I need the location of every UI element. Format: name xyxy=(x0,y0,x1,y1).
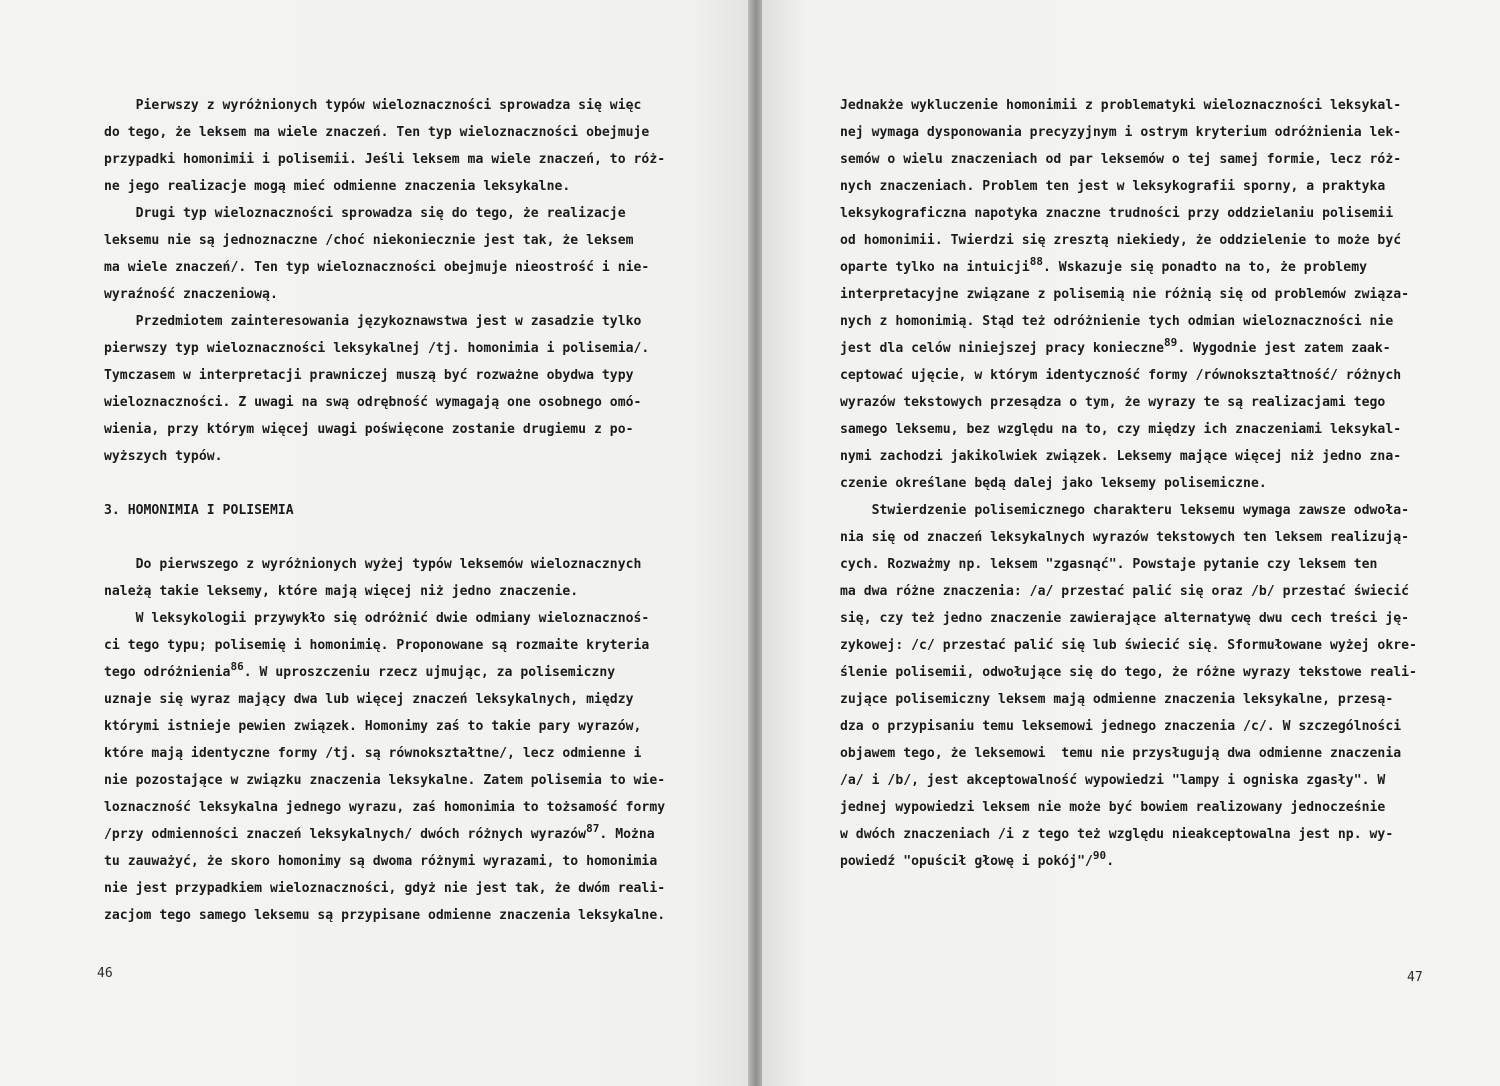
footnote-ref-88: 88 xyxy=(1029,255,1043,268)
text-line: samego leksemu, bez względu na to, czy między ich znaczeniami leksykal- xyxy=(840,422,1402,437)
text-segment: . xyxy=(1106,854,1115,869)
left-page-body xyxy=(104,92,694,929)
text-segment: oparte tylko na intuicji xyxy=(840,260,1030,275)
text-line: zacjom tego samego leksemu są przypisane odmienne znaczenia leksykalne. xyxy=(104,908,666,923)
text-line: nymi zachodzi jakikolwiek związek. Leksemy mające więcej niż jedno zna- xyxy=(840,449,1402,464)
footnote-ref-90: 90 xyxy=(1092,849,1107,862)
text-line: leksemu nie są jednoznaczne /choć niekoniecznie jest tak, że leksem xyxy=(104,233,634,248)
page-number-left: 46 xyxy=(97,966,113,981)
text-line: cych. Rozważmy np. leksem "zgasnąć". Powstaje pytanie czy leksem ten xyxy=(840,557,1378,572)
text-line: ceptować ujęcie, w którym identyczność formy /równokształtność/ różnych xyxy=(840,368,1402,383)
text-line: ma wiele znaczeń/. Ten typ wieloznaczności obejmuje nieostrość i nie- xyxy=(104,260,650,275)
text-line: objawem tego, że leksemowi temu nie przysługują dwa odmienne znaczenia xyxy=(840,746,1402,761)
text-line: /a/ i /b/, jest akceptowalność wypowiedzi "lampy i ogniska zgasły". W xyxy=(840,773,1386,788)
text-line: Tymczasem w interpretacji prawniczej muszą być rozważne obydwa typy xyxy=(104,368,634,383)
text-line: wyższych typów. xyxy=(104,449,223,464)
text-line: należą takie leksemy, które mają więcej niż jedno znaczenie. xyxy=(104,584,579,599)
text-line: wyraźność znaczeniową. xyxy=(104,287,278,302)
text-line: semów o wielu znaczeniach od par leksemów o tej samej formie, lecz róż- xyxy=(840,152,1402,167)
text-line: interpretacyjne związane z polisemią nie różnią się od problemów związa- xyxy=(840,287,1410,302)
text-line: Stwierdzenie polisemicznego charakteru leksemu wymaga zawsze odwoła- xyxy=(840,503,1410,518)
text-line: nych z homonimią. Stąd też odróżnienie tych odmian wieloznaczności nie xyxy=(840,314,1394,329)
text-line: ne jego realizacje mogą mieć odmienne znaczenia leksykalne. xyxy=(104,179,571,194)
text-line: Jednakże wykluczenie homonimii z problematyki wieloznaczności leksykal- xyxy=(840,98,1402,113)
text-line: dza o przypisaniu temu leksemowi jednego znaczenia /c/. W szczególności xyxy=(840,719,1402,734)
text-segment: . Wygodnie jest zatem zaak- xyxy=(1177,341,1391,356)
text-line: wienia, przy którym więcej uwagi poświęcone zostanie drugiemu z po- xyxy=(104,422,634,437)
text-line-footnote-86 xyxy=(104,659,694,686)
footnote-ref-89: 89 xyxy=(1164,336,1178,349)
text-line: leksykograficzna napotyka znaczne trudności przy oddzielaniu polisemii xyxy=(840,206,1394,221)
text-line: którymi istnieje pewien związek. Homonimy zaś to takie pary wyrazów, xyxy=(104,719,642,734)
right-page xyxy=(762,0,1500,1086)
text-line: się, czy też jedno znaczenie zawierające alternatywę dwu cech treści ję- xyxy=(840,611,1410,626)
text-line: nych znaczeniach. Problem ten jest w leksykografii sporny, a praktyka xyxy=(840,179,1386,194)
text-line: nia się od znaczeń leksykalnych wyrazów tekstowych ten leksem realizują- xyxy=(840,530,1410,545)
text-line: do tego, że leksem ma wiele znaczeń. Ten typ wieloznaczności obejmuje xyxy=(104,125,650,140)
text-line: nie jest przypadkiem wieloznaczności, gdyż nie jest tak, że dwóm reali- xyxy=(104,881,666,896)
text-line: uznaje się wyraz mający dwa lub więcej znaczeń leksykalnych, między xyxy=(104,692,634,707)
text-segment: /przy odmienności znaczeń leksykalnych/ dwóch różnych wyrazów xyxy=(104,827,587,842)
text-line: Pierwszy z wyróżnionych typów wieloznaczności sprowadza się więc xyxy=(104,98,642,113)
footnote-ref-86: 86 xyxy=(230,660,244,673)
text-line: wieloznaczności. Z uwagi na swą odrębność wymagają one osobnego omó- xyxy=(104,395,642,410)
text-line: ci tego typu; polisemię i homonimię. Proponowane są rozmaite kryteria xyxy=(104,638,650,653)
text-line: ma dwa różne znaczenia: /a/ przestać palić się oraz /b/ przestać świecić xyxy=(840,584,1410,599)
text-segment: tego odróżnienia xyxy=(104,665,231,680)
text-segment: . W uproszczeniu rzecz ujmując, za polisemiczny xyxy=(243,665,616,680)
text-line: Drugi typ wieloznaczności sprowadza się do tego, że realizacje xyxy=(104,206,626,221)
text-line: jednej wypowiedzi leksem nie może być bowiem realizowany jednocześnie xyxy=(840,800,1386,815)
text-line: od homonimii. Twierdzi się zresztą niekiedy, że oddzielenie to może być xyxy=(840,233,1402,248)
text-segment: powiedź "opuścił głowę i pokój"/ xyxy=(840,854,1093,869)
text-line: loznaczność leksykalna jednego wyrazu, zaś homonimia to tożsamość formy xyxy=(104,800,666,815)
text-segment: . Wskazuje się ponadto na to, że problemy xyxy=(1042,260,1368,275)
text-segment: jest dla celów niniejszej pracy konieczne xyxy=(840,341,1165,356)
text-line: w dwóch znaczeniach /i z tego też względu nieakceptowalna jest np. wy- xyxy=(840,827,1394,842)
page-number-right: 47 xyxy=(1407,970,1423,985)
text-line: zykowej: /c/ przestać palić się lub świecić się. Sformułowane wyżej okre- xyxy=(840,638,1417,653)
text-line: Przedmiotem zainteresowania językoznawstwa jest w zasadzie tylko xyxy=(104,314,642,329)
text-line-footnote-89 xyxy=(840,335,1440,362)
right-page-body xyxy=(840,92,1440,875)
text-line: zujące polisemiczny leksem mają odmienne znaczenia leksykalne, przesą- xyxy=(840,692,1394,707)
text-line-footnote-88 xyxy=(840,254,1440,281)
text-line-footnote-90 xyxy=(840,848,1440,875)
text-line: czenie określane będą dalej jako leksemy polisemiczne. xyxy=(840,476,1267,491)
text-line: nej wymaga dysponowania precyzyjnym i ostrym kryterium odróżnienia lek- xyxy=(840,125,1402,140)
text-segment: . Można xyxy=(599,827,655,842)
text-line: przypadki homonimii i polisemii. Jeśli leksem ma wiele znaczeń, to róż- xyxy=(104,152,666,167)
spacer xyxy=(104,524,694,551)
text-line: ślenie polisemii, odwołujące się do tego, że różne wyrazy tekstowe reali- xyxy=(840,665,1417,680)
text-line-footnote-87 xyxy=(104,821,694,848)
spacer xyxy=(104,470,694,497)
footnote-ref-87: 87 xyxy=(586,822,600,835)
text-line: nie pozostające w związku znaczenia leksykalne. Zatem polisemia to wie- xyxy=(104,773,666,788)
text-line: tu zauważyć, że skoro homonimy są dwoma różnymi wyrazami, to homonimia xyxy=(104,854,658,869)
text-line: Do pierwszego z wyróżnionych wyżej typów leksemów wieloznacznych xyxy=(104,557,642,572)
text-line: wyrazów tekstowych przesądza o tym, że wyrazy te są realizacjami tego xyxy=(840,395,1386,410)
text-line: które mają identyczne formy /tj. są równokształtne/, lecz odmienne i xyxy=(104,746,642,761)
text-line: W leksykologii przywykło się odróżnić dwie odmiany wieloznacznoś- xyxy=(104,611,650,626)
text-line: pierwszy typ wieloznaczności leksykalnej /tj. homonimia i polisemia/. xyxy=(104,341,650,356)
section-heading: 3. HOMONIMIA I POLISEMIA xyxy=(104,503,294,518)
